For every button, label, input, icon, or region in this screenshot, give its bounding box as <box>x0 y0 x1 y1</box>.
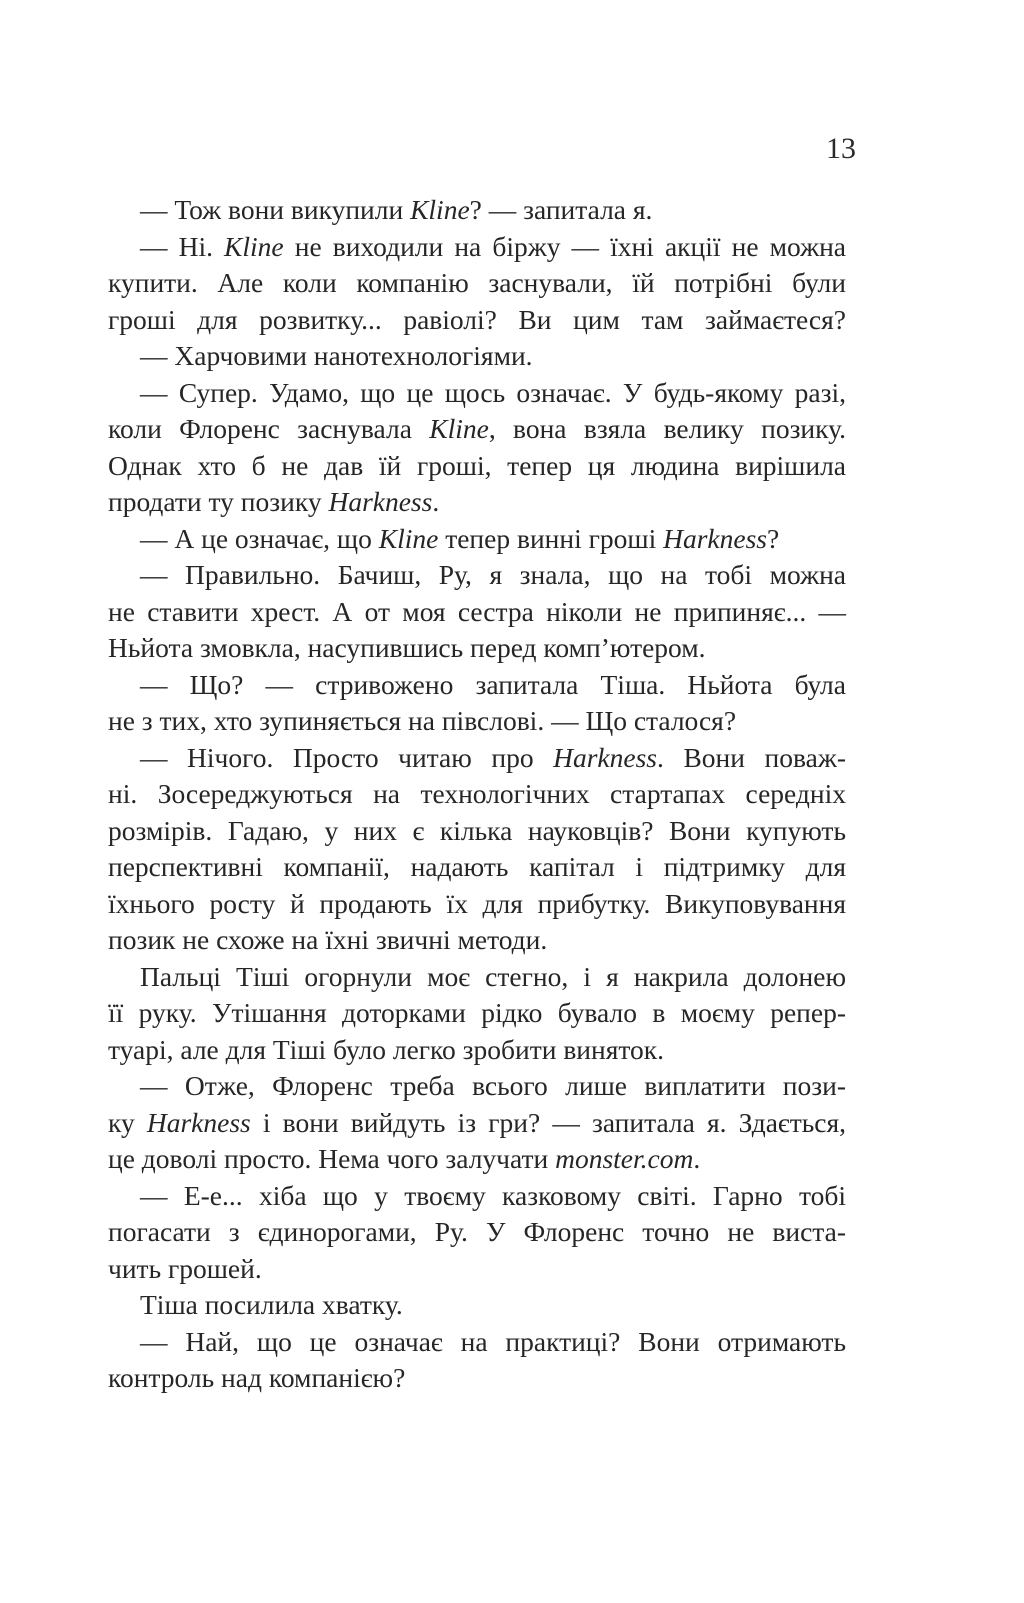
text-span: не виходили на біржу — їхні акції не можна <box>283 230 846 262</box>
italic-text: Harkness <box>553 741 658 773</box>
text-span: . Вони поваж- <box>657 741 846 773</box>
text-line <box>108 813 846 850</box>
text-line <box>108 667 846 704</box>
text-span: продати ту позику <box>108 486 329 517</box>
text-line <box>108 521 846 558</box>
text-span: чить грошей. <box>108 1252 262 1284</box>
text-span: Однак хто б не дав їй гроші, тепер ця людина вирішила <box>108 449 846 481</box>
text-line <box>108 995 846 1032</box>
text-line <box>108 776 846 813</box>
text-line <box>108 448 846 485</box>
body-text <box>108 192 846 1397</box>
text-span: розмірів. Гадаю, у них є кілька науковців? Вони купують <box>108 814 846 846</box>
text-span: погасати з єдинорогами, Ру. У Флоренс точно не виста- <box>108 1216 846 1247</box>
text-line <box>108 849 846 886</box>
text-span: — Харчовими нанотехнологіями. <box>140 340 533 371</box>
text-span: контроль над компанією? <box>108 1362 406 1393</box>
text-span: — Що? — стривожено запитала Тіша. Ньйота була <box>140 668 846 700</box>
text-span: це доволі просто. Нема чого залучати <box>108 1143 556 1174</box>
italic-text: Harkness <box>328 486 433 517</box>
italic-text: Kline <box>224 230 284 262</box>
text-line <box>108 265 846 302</box>
text-span: позик не схоже на їхні звичні методи. <box>108 924 548 955</box>
text-span: гроші для розвитку... равіолі? Ви цим там займаєтеся? <box>108 303 846 335</box>
text-line <box>108 630 846 667</box>
text-span: — Отже, Флоренс треба всього лише виплатити пози- <box>140 1070 846 1101</box>
italic-text: Harkness <box>146 1106 251 1138</box>
text-span: не ставити хрест. А от моя сестра ніколи не припиняє... — <box>108 595 846 627</box>
italic-text: Kline <box>378 522 439 554</box>
text-span: туарі, але для Тіші було легко зробити виняток. <box>108 1033 665 1065</box>
text-span: — Правильно. Бачиш, Ру, я знала, що на тобі можна <box>140 559 846 590</box>
text-span: — Тож вони викупили <box>140 194 411 225</box>
text-line <box>108 594 846 631</box>
text-span: їхнього росту й продають їх для прибутку. Викуповування <box>108 887 846 919</box>
text-span: — Най, що це означає на практиці? Вони отримають <box>140 1325 846 1357</box>
text-line <box>108 740 846 777</box>
text-span: Ньйота змовкла, насупившись перед комп’ютером. <box>108 632 706 663</box>
italic-text: Kline <box>410 194 470 225</box>
text-line <box>108 1324 846 1361</box>
text-line <box>108 192 846 229</box>
text-line <box>108 1251 846 1288</box>
text-line <box>108 922 846 959</box>
text-span: . <box>693 1143 701 1174</box>
text-span: — Нічого. Просто читаю про <box>140 741 554 773</box>
text-line <box>108 1105 846 1142</box>
text-span: ку <box>108 1106 147 1138</box>
text-span: — Супер. Удамо, що це щось означає. У будь-якому разі, <box>140 376 846 408</box>
text-span: — А це означає, що <box>140 522 379 554</box>
text-line <box>108 484 846 521</box>
text-line <box>108 229 846 266</box>
text-span: не з тих, хто зупиняється на півслові. — Що сталося? <box>108 705 737 736</box>
italic-text: monster.com <box>555 1143 694 1174</box>
text-span: — Е-е... хіба що у твоєму казковому світі. Гарно тобі <box>140 1179 846 1211</box>
text-span: ? — запитала я. <box>469 194 653 225</box>
text-line <box>108 557 846 594</box>
text-line <box>108 375 846 412</box>
text-line <box>108 1360 846 1397</box>
text-span: купити. Але коли компанію заснували, їй потрібні були <box>108 267 846 298</box>
text-span: тепер винні гроші <box>438 522 664 554</box>
text-line <box>108 1141 846 1178</box>
italic-text: Kline <box>429 413 489 444</box>
text-line <box>108 1178 846 1215</box>
text-span: . <box>432 486 440 517</box>
text-line <box>108 338 846 375</box>
text-line <box>108 302 846 339</box>
text-line <box>108 411 846 448</box>
text-line <box>108 1068 846 1105</box>
text-line <box>108 959 846 996</box>
text-span: , вона взяла велику позику. <box>488 413 846 444</box>
text-span: ? <box>767 522 780 554</box>
text-span: і вони вийдуть із гри? — запитала я. Здається, <box>250 1106 846 1138</box>
page-number: 13 <box>826 132 856 165</box>
text-span: Пальці Тіші огорнули моє стегно, і я накрила долонею <box>140 960 846 992</box>
italic-text: Harkness <box>663 522 767 554</box>
text-span: Тіша посилила хватку. <box>140 1289 403 1320</box>
text-span: — Ні. <box>140 230 225 262</box>
text-line <box>108 1032 846 1069</box>
text-span: перспективні компанії, надають капітал і підтримку для <box>108 851 846 882</box>
text-line <box>108 1287 846 1324</box>
text-line <box>108 886 846 923</box>
text-span: її руку. Утішання доторками рідко бувало в моєму репер- <box>108 997 846 1028</box>
text-line <box>108 703 846 740</box>
text-line <box>108 1214 846 1251</box>
text-span: ні. Зосереджуються на технологічних стартапах середніх <box>108 778 846 809</box>
text-span: коли Флоренс заснувала <box>108 413 430 444</box>
